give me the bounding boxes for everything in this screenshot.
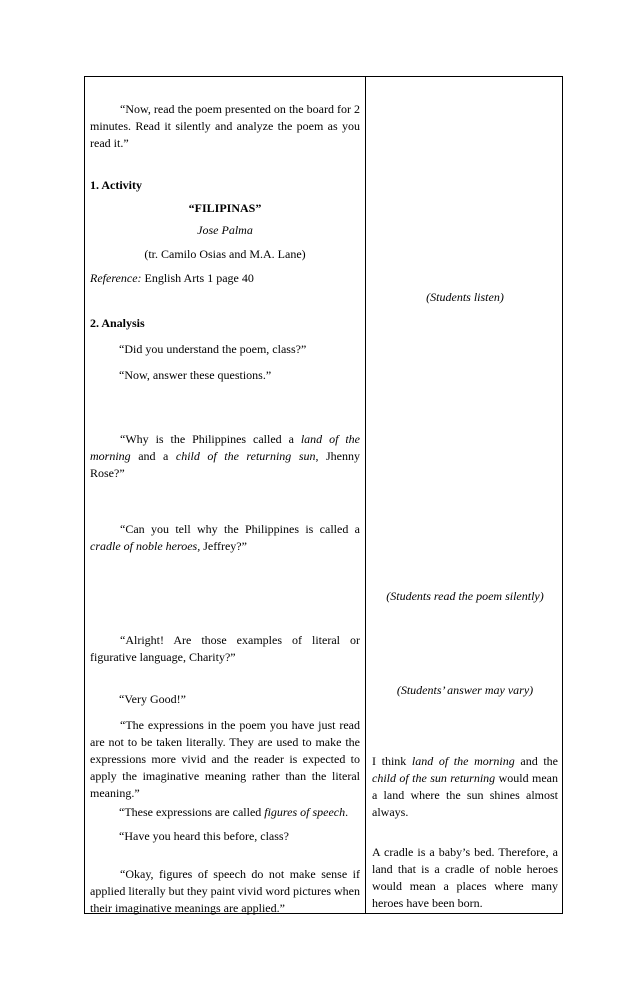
poem-title-text: “FILIPINAS”: [188, 201, 262, 215]
students-read: [366, 589, 564, 604]
poem-title: [85, 201, 365, 216]
students-listen-text: (Students listen): [426, 290, 504, 304]
lesson-table: [84, 76, 563, 914]
fig-italic: figures of speech: [264, 805, 346, 819]
question-cradle: [90, 521, 360, 555]
very-good: “Very Good!”: [119, 692, 186, 706]
reference-label: Reference:: [90, 271, 142, 285]
students-answer-vary-text: (Students’ answer may vary): [396, 683, 534, 697]
column-divider: [365, 77, 366, 913]
heard-before: “Have you heard this before, class?: [119, 829, 289, 843]
figures-of-speech: [119, 804, 348, 821]
okay-explanation: “Okay, figures of speech do not make sense if applied literally but they paint vivid word pictures when their imaginative meanings are applied.”: [90, 867, 360, 915]
fig-part2: .: [345, 805, 349, 819]
q-why-part3: , Jhenny Rose?”: [90, 449, 360, 480]
ans1-italic2: child of the sun returning: [372, 771, 496, 785]
ans1-part1: I think: [372, 754, 412, 768]
analysis-heading: [90, 315, 145, 332]
question-literal-figurative: “Alright! Are those examples of literal or figurative language, Charity?”: [90, 633, 360, 664]
q-cradle-italic: cradle of noble heroes,: [90, 539, 201, 553]
ans1-italic1: land of the morning: [411, 754, 515, 768]
student-answer-2: A cradle is a baby’s bed. Therefore, a land that is a cradle of noble heroes would mean a places where many heroes have been born.: [372, 845, 558, 910]
intro-instruction: “Now, read the poem presented on the board for 2 minutes. Read it silently and analyze the poem as you read it.”: [90, 102, 360, 150]
q-why-italic1: land of the morning: [90, 432, 360, 463]
poem-author: [85, 223, 365, 238]
activity-heading-text: 1. Activity: [90, 178, 142, 192]
ans1-part2: and the: [514, 754, 558, 768]
poem-author-text: Jose Palma: [197, 223, 253, 237]
reference-text: English Arts 1 page 40: [141, 271, 254, 285]
question-why-philippines: [90, 431, 360, 482]
poem-translators: (tr. Camilo Osias and M.A. Lane): [144, 247, 306, 261]
question-understand: “Did you understand the poem, class?”: [119, 342, 307, 356]
ans1-part3: would mean a land where the sun shines almost always.: [372, 771, 558, 819]
q-why-italic2: child of the returning sun: [175, 449, 316, 463]
reference: [90, 270, 254, 287]
students-answer-vary: [366, 683, 564, 698]
q-why-part1: “Why is the Philippines called a: [120, 432, 301, 446]
fig-part1: “These expressions are called: [119, 805, 265, 819]
students-listen: [366, 290, 564, 305]
analysis-heading-text: 2. Analysis: [90, 316, 145, 330]
activity-heading: [90, 177, 142, 194]
students-read-text: (Students read the poem silently): [386, 589, 544, 603]
q-cradle-part2: Jeffrey?”: [200, 539, 247, 553]
expressions-explanation: “The expressions in the poem you have just read are not to be taken literally. They are used to make the expressions more vivid and the reader is expected to apply the imaginative meaning rather than the literal meaning.”: [90, 718, 360, 800]
q-why-part2: and a: [130, 449, 176, 463]
question-answer: “Now, answer these questions.”: [119, 368, 272, 382]
q-cradle-part1: “Can you tell why the Philippines is called a: [120, 522, 360, 536]
student-answer-1: [372, 753, 558, 821]
